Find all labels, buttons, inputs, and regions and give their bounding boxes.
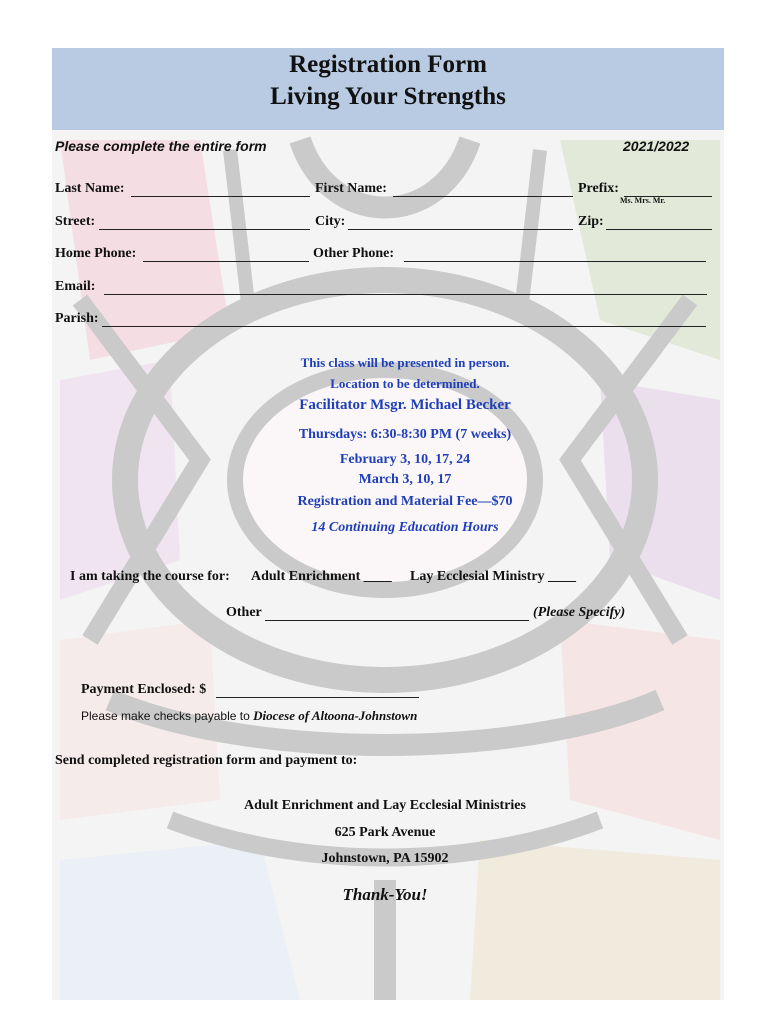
payee-name: Diocese of Altoona-Johnstown — [253, 708, 418, 723]
mail-street: 625 Park Avenue — [334, 825, 436, 840]
checks-prefix: Please make checks payable to — [81, 709, 254, 723]
fee-text: Registration and Material Fee—$70 — [297, 494, 513, 509]
class-info-line2: Location to be determined. — [330, 376, 480, 391]
instructions-text: Please complete the entire form — [55, 138, 267, 154]
last-name-field[interactable] — [131, 196, 310, 197]
home-phone-field[interactable] — [143, 261, 309, 262]
mail-city: Johnstown, PA 15902 — [321, 851, 449, 866]
lay-ecclesial-option[interactable]: Lay Ecclesial Ministry ____ — [410, 569, 577, 584]
form-header — [52, 48, 724, 130]
other-phone-field[interactable] — [404, 261, 706, 262]
send-instruction: Send completed registration form and payment to: — [55, 753, 358, 768]
form-title: Registration Form — [289, 51, 487, 78]
ce-hours-text: 14 Continuing Education Hours — [311, 520, 499, 535]
payment-enclosed-label: Payment Enclosed: $ — [81, 682, 207, 697]
facilitator-text: Facilitator Msgr. Michael Becker — [299, 397, 511, 413]
schedule-text: Thursdays: 6:30-8:30 PM (7 weeks) — [298, 427, 512, 442]
other-label: Other — [226, 605, 262, 620]
email-field[interactable] — [104, 294, 707, 295]
prefix-options: Ms. Mrs. Mr. — [620, 196, 666, 205]
year-text: 2021/2022 — [623, 138, 690, 154]
adult-enrichment-option[interactable]: Adult Enrichment ____ — [251, 569, 392, 584]
parish-label: Parish: — [55, 311, 99, 326]
course-for-prompt: I am taking the course for: — [70, 569, 230, 584]
parish-field[interactable] — [102, 326, 706, 327]
form-subtitle: Living Your Strengths — [270, 83, 506, 110]
checks-payable-text — [81, 708, 417, 724]
payment-amount-field[interactable] — [216, 697, 419, 698]
zip-label: Zip: — [578, 214, 604, 229]
please-specify-text: (Please Specify) — [533, 605, 626, 620]
city-label: City: — [315, 214, 346, 229]
city-field[interactable] — [348, 229, 573, 230]
home-phone-label: Home Phone: — [55, 246, 137, 261]
first-name-field[interactable] — [393, 196, 573, 197]
thank-you-text: Thank-You! — [342, 885, 428, 904]
other-specify-field[interactable] — [265, 620, 529, 621]
prefix-label: Prefix: — [578, 181, 619, 196]
mail-org: Adult Enrichment and Lay Ecclesial Ministries — [244, 798, 526, 813]
dates-february: February 3, 10, 17, 24 — [339, 452, 471, 467]
last-name-label: Last Name: — [55, 181, 125, 196]
street-label: Street: — [55, 214, 96, 229]
zip-field[interactable] — [606, 229, 712, 230]
class-info-line1: This class will be presented in person. — [300, 355, 510, 370]
other-phone-label: Other Phone: — [313, 246, 395, 261]
first-name-label: First Name: — [315, 181, 387, 196]
email-label: Email: — [55, 279, 96, 294]
dates-march: March 3, 10, 17 — [358, 472, 452, 487]
street-field[interactable] — [99, 229, 310, 230]
